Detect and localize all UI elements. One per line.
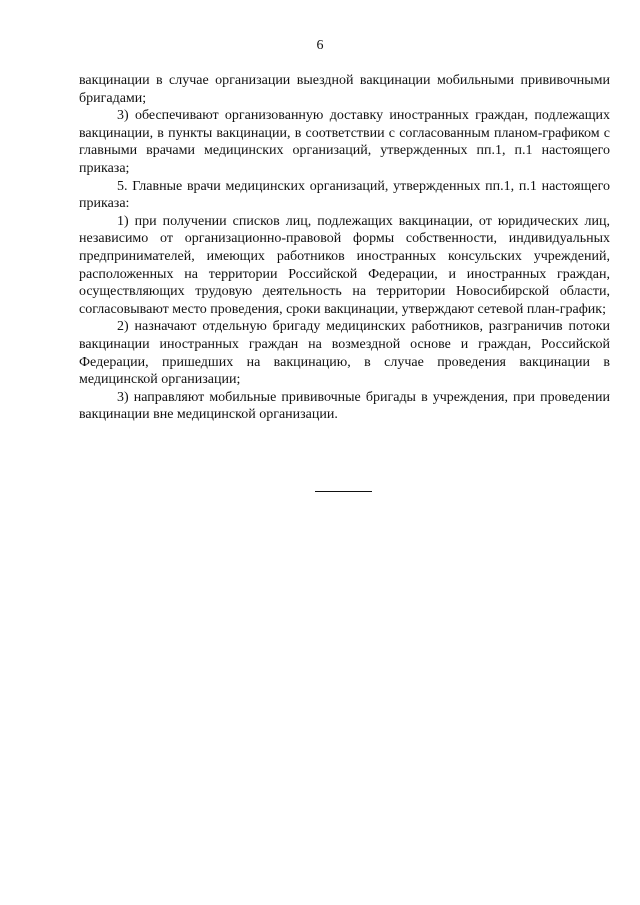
end-of-document-rule [315, 491, 372, 492]
document-body [79, 72, 610, 424]
paragraph-item-3-mobile: 3) направляют мобильные прививочные бригады в учреждения, при проведении вакцинации вне медицинской организации. [79, 389, 610, 423]
paragraph-clause-5: 5. Главные врачи медицинских организаций, утвержденных пп.1, п.1 настоящего приказа: [79, 178, 610, 212]
paragraph-item-3-delivery: 3) обеспечивают организованную доставку иностранных граждан, подлежащих вакцинации, в пункты вакцинации, в соответствии с согласованным планом-графиком с главными врачами медицинских организаций, утвержденных пп.1, п.1 настоящего приказа; [79, 108, 610, 176]
paragraph-item-2-brigade: 2) назначают отдельную бригаду медицинских работников, разграничив потоки вакцинации иностранных граждан на возмездной основе и граждан, Российской Федерации, пришедших на вакцинацию, в случае проведения вакцинации в медицинской организации; [79, 319, 610, 388]
page-number: 6 [316, 38, 324, 53]
paragraph-item-1-lists: 1) при получении списков лиц, подлежащих вакцинации, от юридических лиц, независимо от организационно-правовой формы собственности, индивидуальных предпринимателей, имеющих работников иностранных консульских учреждений, расположенных на территории Российской Федерации, и иностранных граждан, осуществляющих трудовую деятельность на территории Новосибирской области, согласовывают место проведения, сроки вакцинации, утверждают сетевой план-график; [79, 213, 610, 317]
paragraph-continuation: вакцинации в случае организации выездной вакцинации мобильными прививочными бригадами; [79, 73, 610, 106]
